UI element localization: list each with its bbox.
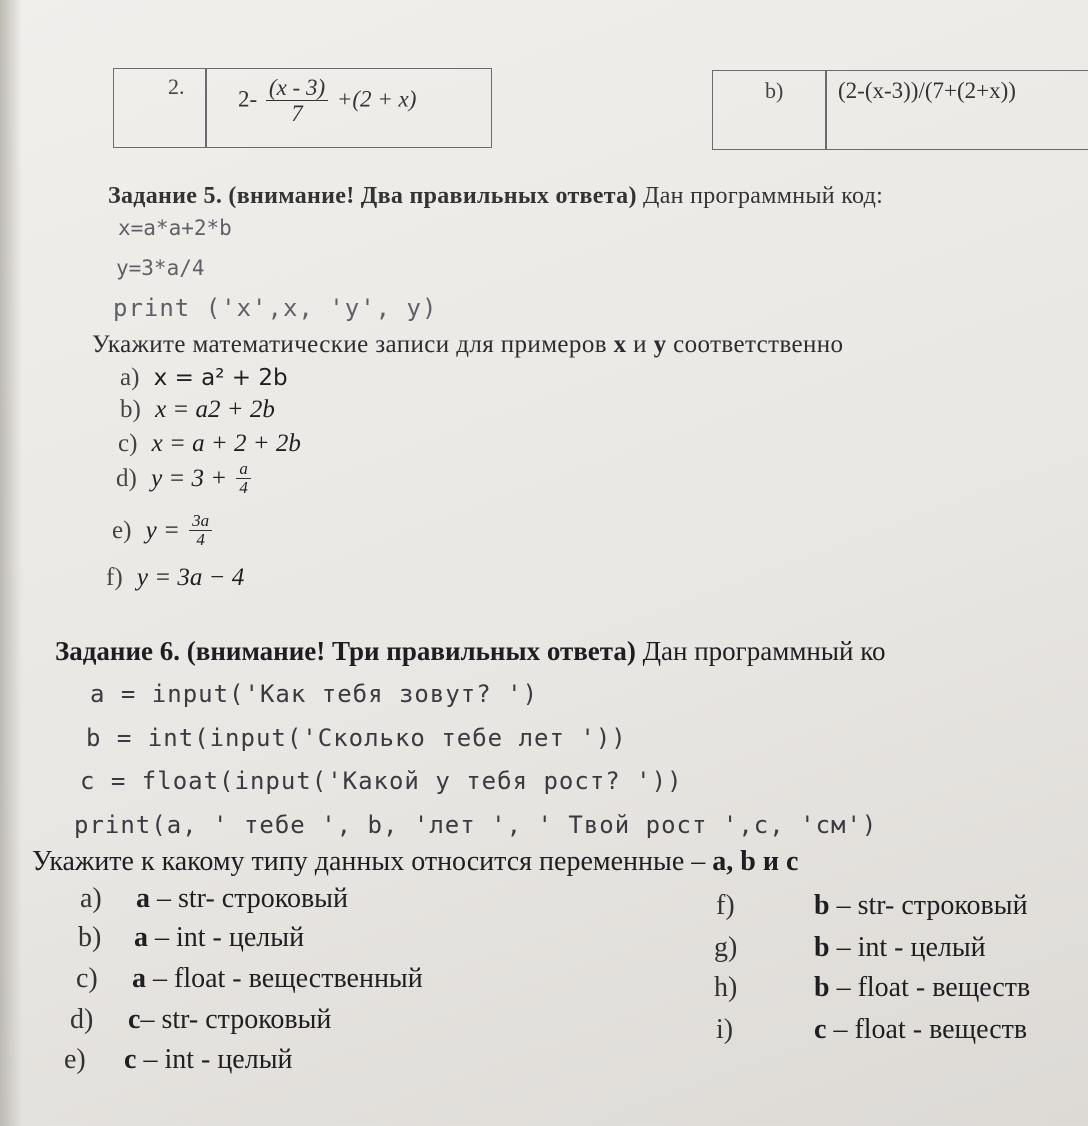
option-variable: a [132,963,146,994]
task6-title-rest: Дан программный ко [642,636,886,666]
task6-heading [55,636,885,667]
option-text: – float - веществ [826,1014,1028,1045]
task6-option-a [80,883,348,915]
task6-option-b [78,922,304,954]
option-label: h) [714,972,738,1003]
task5-question [92,331,843,359]
task6-question-text: Укажите к какому типу данных относится переменные – [32,846,706,877]
table-math-expression [238,76,416,126]
option-text: – float - вещественный [146,963,423,994]
option-fraction [189,512,212,550]
option-variable: a [136,883,150,914]
task5-question-x: x [613,331,627,358]
option-label: d) [70,1004,94,1035]
option-expression: x = a2 + 2b [155,396,275,423]
option-variable: a [134,922,148,953]
fraction-numerator: 3a [189,512,212,531]
option-expression: y = 3 + [151,464,228,492]
task6-code-line: a = input('Как тебя зовут? ') [90,680,539,708]
option-variable: c [124,1044,137,1075]
option-expression: x = a + 2 + 2b [151,430,301,457]
option-label: i) [716,1014,734,1045]
option-label: a) [80,883,102,914]
option-label: c) [118,430,138,457]
page-shadow [0,0,22,1126]
option-text: – int - целый [136,1044,293,1075]
task6-code-line: c = float(input('Какой у тебя рост? ')) [80,767,683,795]
task5-code-line: y=3*a/4 [116,256,205,280]
expr-prefix: 2- [238,86,258,112]
option-variable: b [814,890,830,921]
option-variable: c [814,1014,827,1045]
task5-question-y: y [653,331,667,358]
option-text: – float - веществ [829,972,1031,1003]
table-answer-expression: (2-(x-3))/(7+(2+x)) [838,78,1016,103]
task5-option-f [106,564,244,592]
task5-question-text: Укажите математические записи для примеров [92,331,607,358]
task6-question-vars: a, b и c [712,846,799,877]
option-variable: c [128,1004,141,1035]
task5-option-b [120,396,275,424]
task5-option-e [112,512,215,550]
task5-question-and: и [633,331,647,358]
task6-option-h [714,972,1030,1004]
expr-fraction [266,76,328,126]
task5-title: Задание 5. (внимание! Два правильных ответа) [108,183,637,209]
option-label: e) [64,1044,86,1075]
task6-option-i [716,1014,1027,1046]
table-cell-number [113,68,207,148]
option-label: d) [116,464,137,492]
task5-title-rest: Дан программный код: [643,183,884,209]
option-label: a) [120,364,140,391]
fraction-denominator: 4 [196,529,205,549]
task5-option-d [116,460,254,498]
option-label: e) [112,516,132,544]
expr-fraction-numerator: (x - 3) [266,76,328,101]
option-text: – str- строковый [829,890,1028,921]
fraction-denominator: 4 [239,477,248,497]
table-row-number: 2. [168,74,185,99]
option-label: f) [106,564,123,591]
option-variable: b [814,932,830,963]
option-text: – int - целый [829,932,986,963]
task6-option-d [70,1004,331,1036]
task5-option-c [118,430,301,458]
option-expression: x = a² + 2b [153,365,288,391]
option-variable: b [814,972,830,1003]
option-label: g) [714,932,738,963]
option-expression: y = [145,516,180,544]
expr-suffix: +(2 + x) [336,86,417,112]
option-expression: y = 3a − 4 [136,564,245,591]
fraction-numerator: a [236,460,251,479]
option-label: b) [78,922,102,953]
option-text: – str- строковый [150,883,348,914]
option-label: c) [76,963,98,994]
table-answer-letter: b) [765,78,784,103]
option-fraction [236,460,251,498]
expr-fraction-denominator: 7 [291,101,303,127]
option-text: – str- строковый [140,1004,332,1035]
option-label: f) [716,890,735,921]
task6-code-line: print(a, ' тебе ', b, 'лет ', ' Твой рост ',c, 'см') [74,811,878,839]
task6-question [32,846,798,878]
task5-code-line: x=a*a+2*b [118,216,232,240]
task6-option-g [714,932,986,964]
task6-option-e [64,1044,293,1076]
task5-code-line: print ('x',x, 'y', y) [113,294,438,322]
task6-code-line: b = int(input('Сколько тебе лет ')) [86,724,627,752]
option-text: – int - целый [148,922,305,953]
task6-option-c [76,963,423,995]
task5-heading [108,183,883,210]
task5-option-a [120,364,288,392]
option-label: b) [120,396,141,423]
task6-option-f [716,890,1028,922]
task5-question-end: соответственно [673,331,844,358]
task6-title: Задание 6. (внимание! Три правильных ответа) [55,636,636,666]
